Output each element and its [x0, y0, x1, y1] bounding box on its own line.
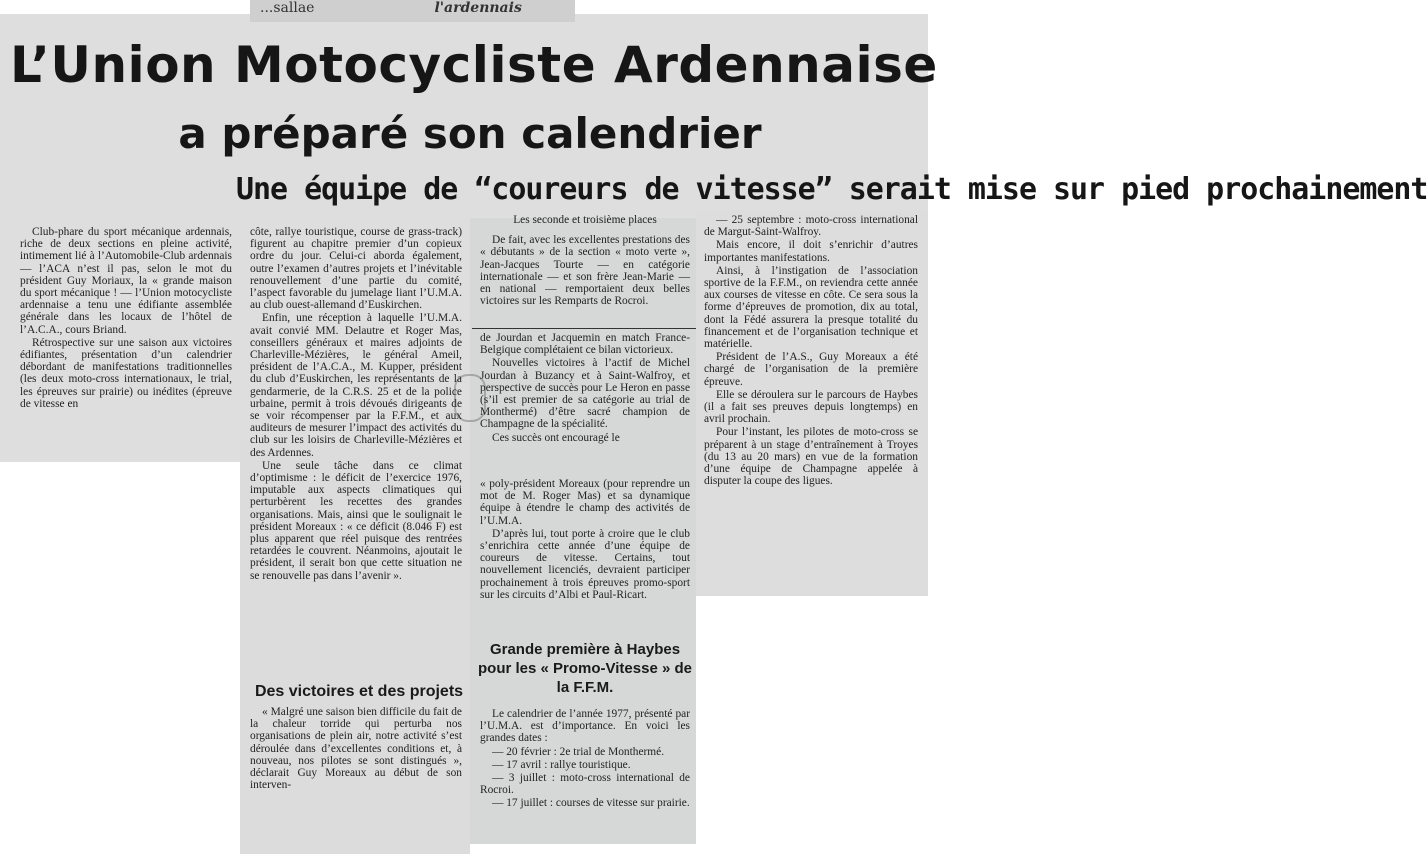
col3-divider — [472, 328, 696, 329]
col3-subhead: Grande première à Haybes pour les « Promo-Vitesse » de la F.F.M. — [478, 641, 692, 696]
col2-subhead: Des victoires et des projets — [254, 683, 464, 700]
col3b-paragraph: Ces succès ont encouragé le — [492, 431, 620, 444]
calendar-entry: — 20 février : 2e trial de Monthermé. — [492, 745, 665, 758]
col4-paragraph: Ainsi, à l’instigation de l’association sportive de la F.F.M., on reviendra cette année aux courses de vitesse en côte. Ce sera sous la forme d’épreuves de promotion, dix au total, dont la Fédé assurera la presque totalité du financement et de l’organisation technique et matérielle. — [704, 264, 918, 351]
column-2 — [250, 226, 462, 583]
column-1 — [20, 226, 232, 411]
col1-paragraph: Club-phare du sport mécanique ardennais, riche de deux sections en pleine activité, intimement lié à l’Automobile-Club ardennais — l’ACA n’est il pas, selon le mot du président Guy Moriaux, la « grande maison du sport mécanique ! — l’Union motocycliste ardennaise a tenu une édifiante assemblée générale dans les locaux de l’hôtel de l’A.C.A., cours Briand. — [20, 226, 232, 336]
col3b-paragraph: Nouvelles victoires à l’actif de Michel Jourdan à Buzancy et à Saint-Walfroy, et perspective de succès pour Le Heron en passe (s’il est premier de sa catégorie au trial de Monthermé) d’être sacré champion de Champagne de la spécialité. — [480, 357, 690, 431]
col2-paragraph: côte, rallye touristique, course de grass-track) figurent au chapitre premier d’un copieux ordre du jour. Celui-ci aborda également, outre l’examen d’autres projets et l’inévitable renouvellement d’une partie du comité, l’aspect favorable du jumelage liant l’U.M.A. au club ouest-allemand d’Euskirchen. — [250, 226, 462, 312]
column-3-calendar — [480, 708, 690, 811]
col3c-paragraph: « poly-président Moreaux (pour reprendre un mot de M. Roger Mas) et sa dynamique équipe à étendre le champ des activités de l’U.M.A. — [480, 478, 690, 527]
column-2b — [250, 706, 462, 792]
column-3-lower — [480, 478, 690, 602]
col4-paragraph: Mais encore, il doit s’enrichir d’autres importantes manifestations. — [704, 239, 918, 264]
column-3-top — [480, 214, 690, 308]
headline-line1: L’Union Motocycliste Ardennaise — [10, 36, 938, 94]
col1-paragraph: Rétrospective sur une saison aux victoires édifiantes, présentation d’un calendrier débordant de manifestations traditionnelles (les deux moto-cross internationaux, le trial, les épreuves sur prairie) ou inédites (épreuve de vitesse en — [20, 336, 232, 410]
kicker-text: Une équipe de “coureurs de vitesse” serait mise sur pied prochainement — [236, 172, 1427, 207]
col2-paragraph: Enfin, une réception à laquelle l’U.M.A. avait convié MM. Delautre et Roger Mas, conseillers généraux et maires adjoints de Charleville-Mézières, le général Ameil, président de l’A.C.A., M. Kupper, président du club d’Euskirchen, les représentants de la gendarmerie, de la C.R.S. 25 et de la police urbaine, permit à trois dévoués dirigeants de se voir récompenser par la F.F.M., et aux auditeurs de mesurer l’impact des activités du club sur les loisirs de Charleville-Mézières et des Ardennes. — [250, 312, 462, 459]
col3c-paragraph: D’après lui, tout porte à croire que le club s’enrichira cette année d’une équipe de coureurs de vitesse. Certains, tout nouvellement licenciés, devraient participer prochainement à trois épreuves promo-sport sur les circuits d’Albi et Paul-Ricart. — [480, 527, 690, 601]
calendar-entry: — 17 avril : rallye touristique. — [492, 758, 631, 771]
column-4 — [704, 214, 918, 488]
col4-paragraph: Président de l’A.S., Guy Moreaux a été chargé de l’organisation de la première épreuve. — [704, 351, 918, 388]
masthead-right: l'ardennais — [434, 0, 522, 16]
column-3-mid — [480, 332, 690, 445]
col3b-paragraph: de Jourdan et Jacquemin en match France-Belgique complétaient ce bilan victorieux. — [480, 332, 690, 357]
col3a-paragraph: De fait, avec les excellentes prestations des « débutants » de la section « moto verte », Jean-Jacques Tourte — en catégorie internationale — et son frère Jean-Marie — en national — remportaient deux belles victoires sur les Remparts de Rocroi. — [480, 234, 690, 308]
col2b-paragraph: « Malgré une saison bien difficile du fait de la chaleur torride qui perturba nos organisations de plein air, notre activité s’est déroulée dans d’excellentes conditions et, à nouveau, nos pilotes se sont distingués », déclarait Guy Moreaux au début de son interven- — [250, 706, 462, 792]
calendar-intro: Le calendrier de l’année 1977, présenté par l’U.M.A. est d’importance. En voici les grandes dates : — [480, 708, 690, 745]
masthead-left: ...sallae — [260, 0, 315, 16]
col4-paragraph: Pour l’instant, les pilotes de moto-cross se préparent à un stage d’entraînement à Troyes (du 13 au 20 mars) en vue de la formation d’une équipe de Champagne appelée à disputer la coupe des ligues. — [704, 426, 918, 488]
masthead-fragment — [260, 0, 522, 20]
calendar-entry: — 17 juillet : courses de vitesse sur prairie. — [492, 797, 690, 810]
headline-line2: a préparé son calendrier — [178, 109, 762, 158]
col4-paragraph: — 25 septembre : moto-cross international de Margut-Saint-Walfroy. — [704, 214, 918, 239]
library-stamp — [454, 374, 486, 422]
headline-kicker — [236, 170, 1427, 210]
col2-paragraph: Une seule tâche dans ce climat d’optimisme : le déficit de l’exercice 1976, imputable aux aspects climatiques qui perturbèrent les recettes des grandes organisations. Mais, ainsi que le soulignait le président Moreaux : « ce déficit (8.046 F) est plus apparent que réel puisque des rentrées retardées le couvrent. Néanmoins, ajoutait le président, il serait bon que cette situation ne se renouvelle pas dans l’avenir ». — [250, 459, 462, 582]
col3-top-line: Les seconde et troisième places — [513, 214, 657, 226]
col4-paragraph: Elle se déroulera sur le parcours de Haybes (il a fait ses preuves depuis longtemps) en avril prochain. — [704, 388, 918, 426]
calendar-entry: — 3 juillet : moto-cross international de Rocroi. — [480, 772, 690, 797]
